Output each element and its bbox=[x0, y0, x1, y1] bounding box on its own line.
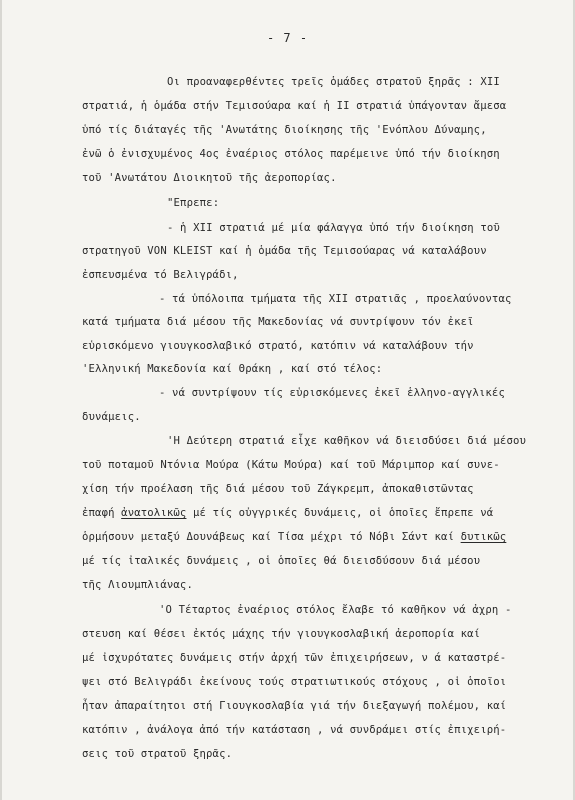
text-line: στρατηγοῦ VON KLEIST καί ἡ ὁμάδα τῆς Τεμισούαρας νά καταλάβουν bbox=[82, 245, 487, 257]
text-line: στρατιά, ἡ ὁμάδα στήν Τεμισούαρα καί ἡ II στρατιά ὑπάγονταν ἄμεσα bbox=[82, 100, 507, 112]
text-line: ἐνῶ ὁ ἐνισχυμένος 4ος ἐναέριος στόλος παρέμεινε ὑπό τήν διοίκηση bbox=[82, 148, 500, 160]
underlined-word: δυτικῶς bbox=[460, 531, 507, 543]
text-line: κατά τμήματα διά μέσου τῆς Μακεδονίας νά συντρίψουν τόν ἐκεῖ bbox=[82, 316, 474, 328]
text-line: ἐσπευσμένα τό Βελιγράδι, bbox=[82, 269, 239, 281]
text-line: εὑρισκόμενο γιουγκοσλαβικό στρατό, κατόπιν νά καταλάβουν τήν bbox=[82, 340, 474, 352]
text-line: 'Ελληνική Μακεδονία καί Θράκη , καί στό τέλος: bbox=[82, 363, 383, 375]
text-line: κατόπιν , ἀνάλογα ἀπό τήν κατάσταση , νά συνδράμει στίς ἐπιχειρή- bbox=[82, 724, 507, 736]
text-line: Οι προαναφερθέντες τρεῖς ὁμάδες στρατοῦ ξηρᾶς : XII bbox=[167, 76, 500, 88]
text-line: δυνάμεις. bbox=[82, 411, 141, 423]
page-edge-left bbox=[0, 0, 2, 800]
text-line: τῆς Λιουμπλιάνας. bbox=[82, 579, 193, 591]
text-line: "Επρεπε: bbox=[167, 197, 220, 209]
underlined-word: ἀνατολικῶς bbox=[121, 507, 187, 519]
text-line: τοῦ ποταμοῦ Ντόνια Μούρα (Κάτω Μούρα) καί τοῦ Μάριμπορ καί συνε- bbox=[82, 459, 500, 471]
text-line: - νά συντρίψουν τίς εὑρισκόμενες ἐκεῖ ἑλληνο-αγγλικές bbox=[159, 387, 505, 399]
text-line: ἦταν ἀπαραίτητοι στή Γιουγκοσλαβία γιά τήν διεξαγωγή πολέμου, καί bbox=[82, 700, 507, 712]
text-line: ὁρμήσουν μεταξύ Δουνάβεως καί Τίσα μέχρι τό Νόβι Σάντ καί δυτικῶς bbox=[82, 531, 507, 543]
page-number: - 7 - bbox=[266, 31, 309, 45]
text-line: ἐπαφή ἀνατολικῶς μέ τίς οὐγγρικές δυνάμεις, οἱ ὁποῖες ἔπρεπε νά bbox=[82, 507, 494, 519]
text-line: - ἡ XII στρατιά μέ μία φάλαγγα ὑπό τήν διοίκηση τοῦ bbox=[167, 222, 500, 234]
text-line: χίση τήν προέλαση τῆς διά μέσου τοῦ Ζάγκρεμπ, ἀποκαθιστῶντας bbox=[82, 483, 474, 495]
text-line: μέ ἰσχυρότατες δυνάμεις στήν ἀρχή τῶν ἐπιχειρήσεων, ν ά καταστρέ- bbox=[82, 652, 507, 664]
text-line: σεις τοῦ στρατοῦ ξηρᾶς. bbox=[82, 748, 233, 760]
text-line: - τά ὑπόλοιπα τμήματα τῆς XII στρατιᾶς , προελαύνοντας bbox=[159, 293, 512, 305]
text-line: ὑπό τίς διάταγές τῆς 'Ανωτάτης διοίκησης τῆς 'Ενόπλου Δύναμης, bbox=[82, 124, 487, 136]
text-line: στευση καί θέσει ἐκτός μάχης τήν γιουγκοσλαβική ἀεροπορία καί bbox=[82, 628, 481, 640]
text-line: ψει στό Βελιγράδι ἐκείνους τούς στρατιωτικούς στόχους , οἱ ὁποῖοι bbox=[82, 676, 507, 688]
text-line: μέ τίς ἰταλικές δυνάμεις , οἱ ὁποῖες θά διεισδύσουν διά μέσου bbox=[82, 555, 481, 567]
text-line: 'Ο Τέταρτος ἐναέριος στόλος ἔλαβε τό καθῆκον νά ἀχρη - bbox=[159, 604, 512, 616]
text-line: 'Η Δεύτερη στρατιά εἶχε καθῆκον νά διεισδύσει διά μέσου bbox=[167, 435, 527, 447]
text-line: τοῦ 'Ανωτάτου Διοικητοῦ τῆς ἀεροπορίας. bbox=[82, 172, 337, 184]
